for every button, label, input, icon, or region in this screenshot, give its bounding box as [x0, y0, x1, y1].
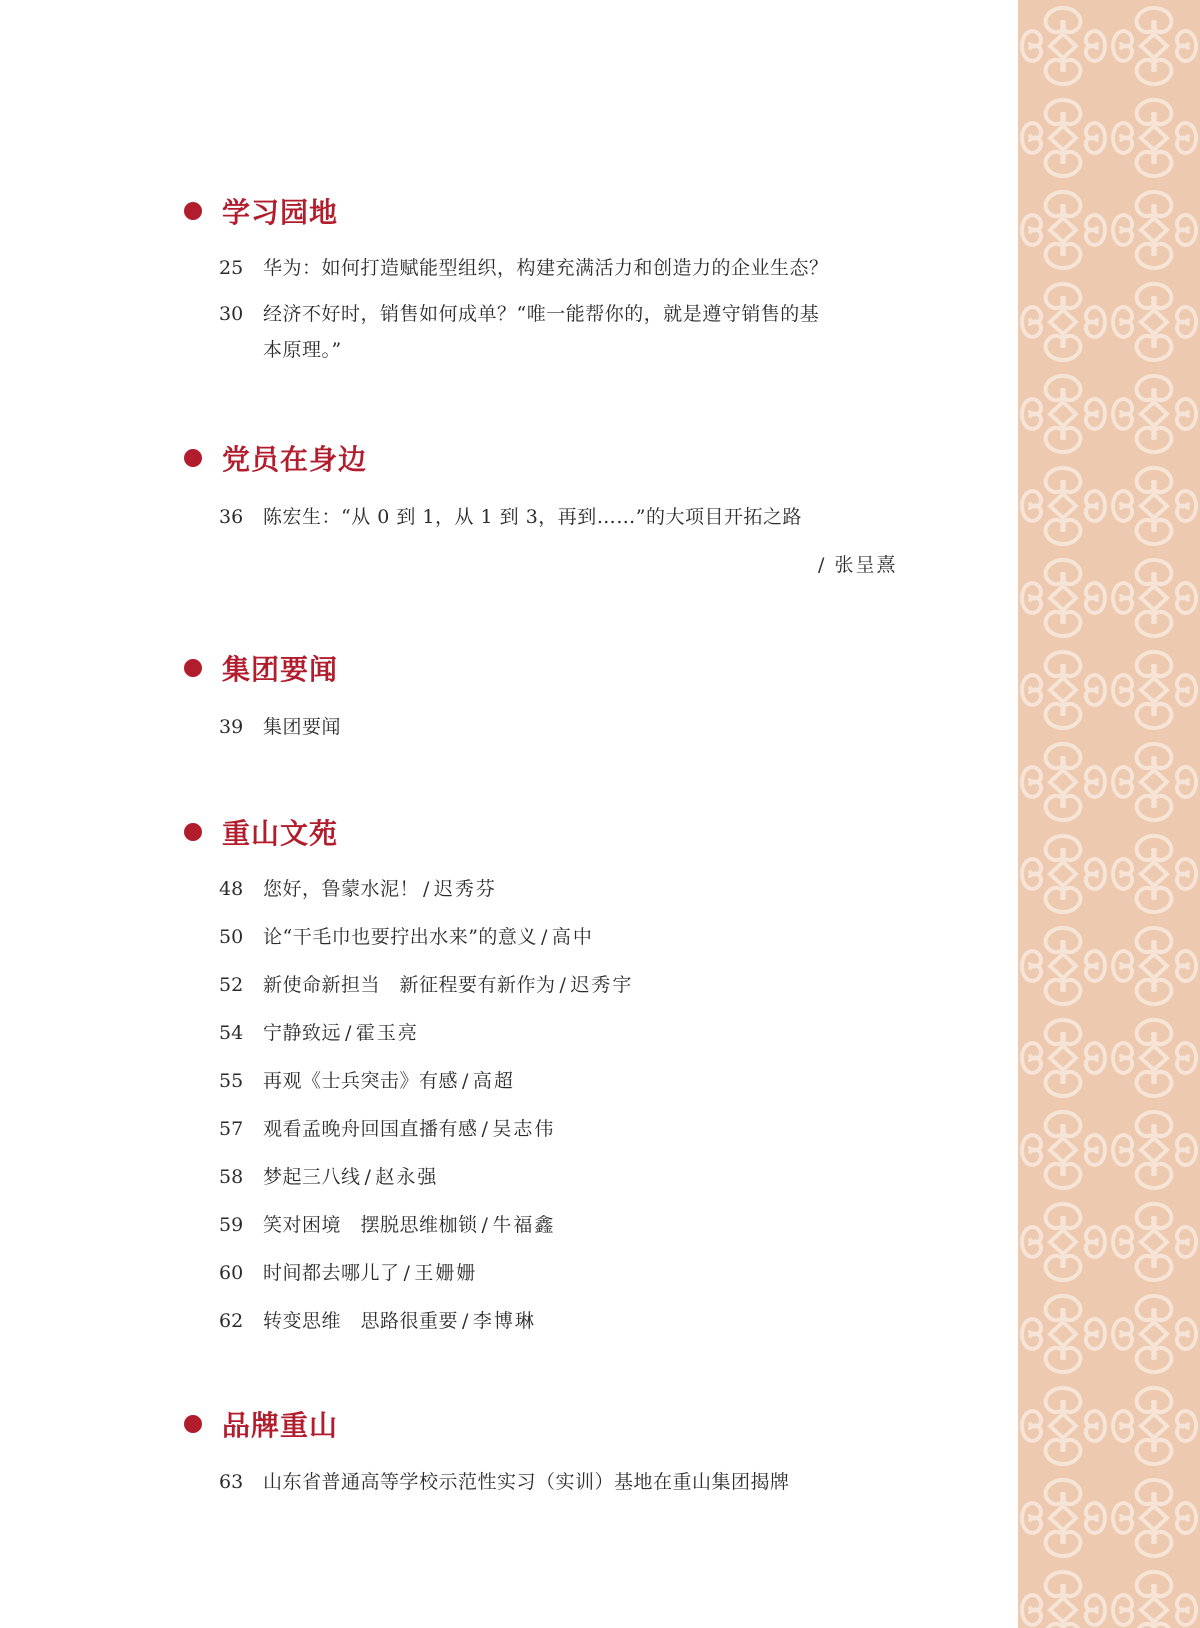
entry-title-with-author: [263, 1207, 555, 1243]
entry-title-text: 笑对困境 摆脱思维枷锁: [263, 1214, 478, 1236]
author-separator: /: [481, 1214, 489, 1236]
section-title: 学习园地: [222, 196, 339, 229]
entry-title: 华为：如何打造赋能型组织，构建充满活力和创造力的企业生态？: [263, 257, 829, 279]
entry-title-text: 再观《士兵突击》有感: [263, 1070, 459, 1092]
author-separator: /: [481, 1118, 489, 1140]
entry-page-number: 30: [219, 303, 244, 325]
author-separator: /: [462, 1310, 469, 1332]
entry-author: 王姗姗: [414, 1262, 478, 1284]
entry-title-text: 观看孟晚舟回国直播有感: [263, 1118, 478, 1140]
entry-title-with-author: [263, 871, 497, 907]
entry-title: 陈宏生：“从 0 到 1，从 1 到 3，再到……”的大项目开拓之路: [263, 506, 803, 528]
entry-author: 霍玉亮: [355, 1022, 419, 1044]
entry-title-with-author: [263, 919, 594, 955]
entry-title-with-author: [263, 1063, 515, 1099]
entry-page-number: 39: [219, 716, 244, 738]
entry-page-number: 50: [219, 926, 244, 948]
entry-page-number: 52: [219, 974, 244, 996]
entry-page-number: 36: [219, 506, 244, 528]
author-separator: /: [403, 1262, 411, 1284]
entry-author: 赵永强: [375, 1166, 439, 1188]
bullet-dot: [184, 659, 202, 677]
bullet-dot: [184, 823, 202, 841]
entry-page-number: 25: [219, 257, 244, 279]
entry-title-text: 论“干毛巾也要拧出水来”的意义: [263, 926, 537, 948]
entry-title: 集团要闻: [263, 716, 342, 738]
author-separator: /: [540, 926, 548, 948]
author-separator: /: [364, 1166, 372, 1188]
entry-title-line-1: 经济不好时，销售如何成单？“唯一能帮你的，就是遵守销售的基: [263, 303, 820, 325]
section-title: 党员在身边: [222, 443, 368, 476]
entry-page-number: 54: [219, 1022, 244, 1044]
section-title: 品牌重山: [222, 1409, 339, 1442]
entry-author: 高超: [472, 1070, 515, 1092]
decorative-cloud-pattern-panel: [1018, 0, 1200, 1628]
entry-author: 迟秀芬: [433, 878, 497, 900]
entry-author: 李博琳: [472, 1310, 536, 1332]
section-header-brand: [184, 1404, 338, 1444]
author-separator: /: [559, 974, 567, 996]
entry-author: 牛福鑫: [492, 1214, 556, 1236]
section-header-group-news: [184, 648, 338, 688]
entry-title-text: 您好，鲁蒙水泥！: [263, 878, 420, 900]
entry-title: 山东省普通高等学校示范性实习（实训）基地在重山集团揭牌: [263, 1471, 790, 1493]
entry-page-number: 55: [219, 1070, 244, 1092]
entry-title-with-author: [263, 1111, 555, 1147]
author-separator: /: [462, 1070, 469, 1092]
entry-title-with-author: [263, 967, 633, 1003]
entry-title-text: 时间都去哪儿了: [263, 1262, 400, 1284]
entry-author: 吴志伟: [492, 1118, 556, 1140]
entry-title-with-author: [263, 1015, 419, 1051]
entry-title-with-author: [263, 1159, 438, 1195]
author-separator: /: [345, 1022, 352, 1044]
section-title: 重山文苑: [222, 817, 339, 850]
entry-title-line-2: 本原理。”: [263, 339, 342, 361]
entry-title-with-author: [263, 1255, 477, 1291]
entry-page-number: 48: [219, 878, 244, 900]
entry-byline: / 张呈熹: [818, 554, 898, 576]
bullet-dot: [184, 202, 202, 220]
entry-page-number: 58: [219, 1166, 244, 1188]
entry-author: 迟秀宇: [570, 974, 634, 996]
entry-title-text: 转变思维 思路很重要: [263, 1310, 459, 1332]
entry-page-number: 59: [219, 1214, 244, 1236]
bullet-dot: [184, 1415, 202, 1433]
author-separator: /: [423, 878, 430, 900]
section-header-literary-garden: [184, 812, 338, 852]
entry-title-with-author: [263, 1303, 536, 1339]
entry-title-text: 梦起三八线: [263, 1166, 361, 1188]
entry-author: 高中: [551, 926, 594, 948]
entry-page-number: 60: [219, 1262, 244, 1284]
section-header-party-members: [184, 438, 367, 478]
bullet-dot: [184, 449, 202, 467]
cloud-scroll-pattern: [1018, 0, 1200, 1628]
section-title: 集团要闻: [222, 653, 339, 686]
section-header-learning: [184, 191, 338, 231]
entry-title-text: 宁静致远: [263, 1022, 342, 1044]
entry-title-text: 新使命新担当 新征程要有新作为: [263, 974, 556, 996]
entry-page-number: 62: [219, 1310, 244, 1332]
entry-page-number: 63: [219, 1471, 244, 1493]
entry-page-number: 57: [219, 1118, 244, 1140]
